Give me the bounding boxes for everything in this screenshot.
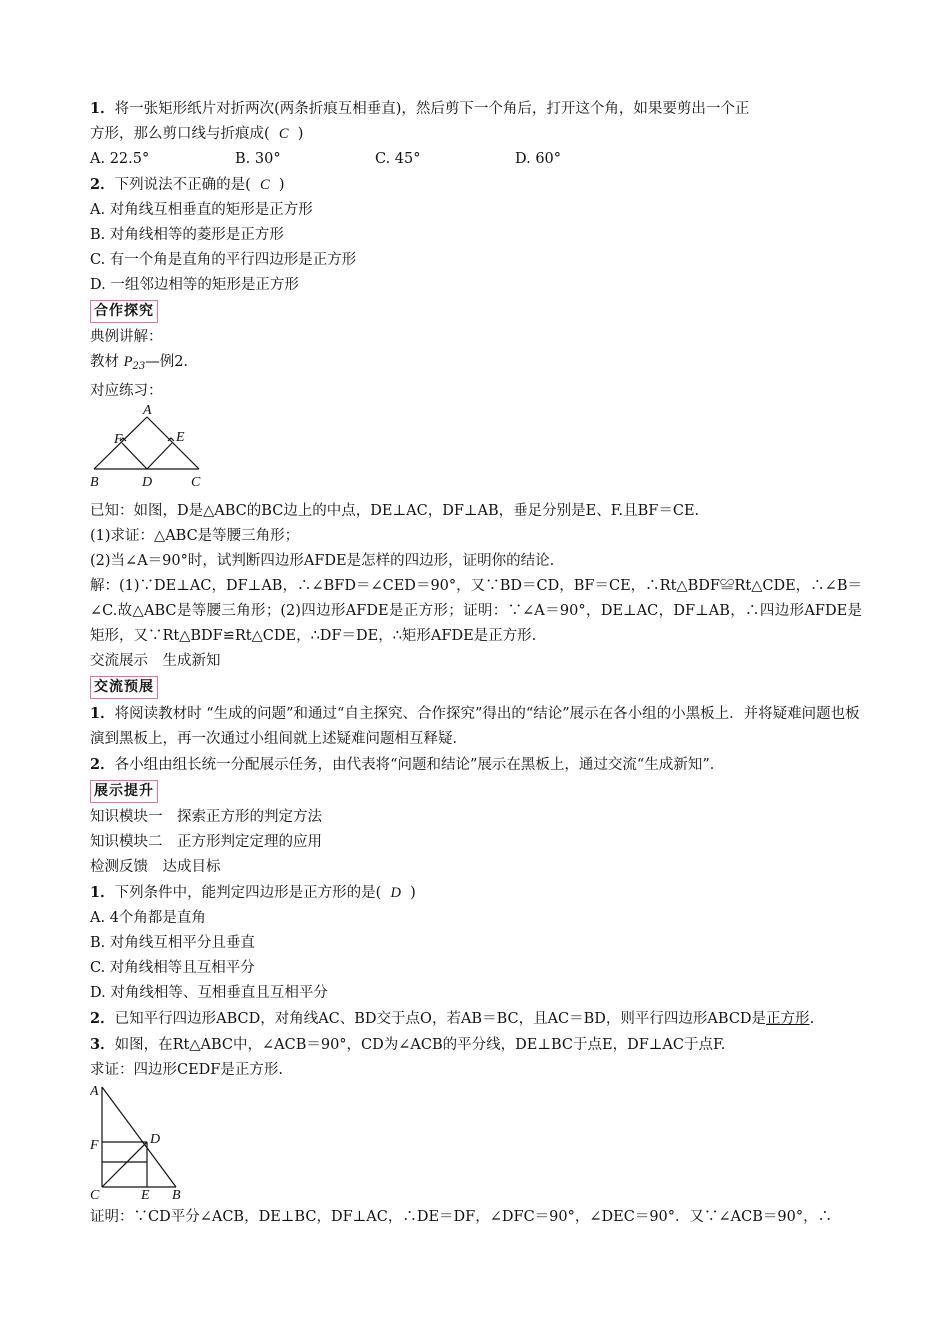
fig2-label-e: E — [141, 1188, 150, 1201]
q1-text-b: 方形，那么剪口线与折痕成( — [90, 126, 270, 142]
section-badge-cooperate: 合作探究 — [90, 300, 158, 323]
q2-answer: C — [259, 177, 270, 193]
triangle-figure-2 — [90, 1083, 200, 1201]
q2-option-d: D. 一组邻边相等的矩形是正方形 — [90, 277, 299, 293]
example-heading: 典例讲解： — [90, 329, 163, 345]
q1-options — [90, 147, 862, 172]
q1-answer: C — [278, 126, 289, 142]
fig2-side-ab — [102, 1087, 176, 1187]
q1-line1 — [90, 96, 862, 122]
t1-close: ) — [410, 885, 416, 901]
q2-text: 下列说法不正确的是( — [114, 177, 251, 193]
fig2-segment-cd — [102, 1142, 147, 1187]
example-ref-a: 教材 — [90, 354, 119, 370]
t1-answer: D — [390, 885, 401, 901]
q1-number: 1． — [90, 100, 115, 117]
q2-option-c: C. 有一个角是直角的平行四边形是正方形 — [90, 252, 357, 268]
t1-line — [90, 880, 862, 906]
fig2-label-d: D — [150, 1132, 161, 1147]
section-badge-show: 展示提升 — [90, 780, 158, 803]
t3-text: 如图，在Rt△ABC中，∠ACB＝90°，CD为∠ACB的平分线，DE⊥BC于点E，DF⊥AC于点F. — [114, 1037, 726, 1053]
fig2-label-f: F — [90, 1138, 99, 1153]
proof-line: 证明：∵CD平分∠ACB，DE⊥BC，DF⊥AC，∴DE＝DF，∠DFC＝90°，∠DEC＝90°．又∵∠ACB＝90°，∴ — [90, 1209, 833, 1225]
fig2-label-a: A — [90, 1084, 99, 1099]
t1-option-d: D. 对角线相等、互相垂直且互相平分 — [90, 985, 328, 1001]
section-badge-row-2 — [90, 674, 862, 701]
fig1-segment-de — [147, 443, 172, 469]
q1-option-d: D. 60° — [515, 151, 562, 167]
fig1-label-a: A — [143, 403, 152, 418]
module-2: 知识模块二 正方形判定定理的应用 — [90, 834, 322, 850]
t3-line — [90, 1032, 862, 1058]
q2-option-b: B. 对角线相等的菱形是正方形 — [90, 227, 284, 243]
section-badge-row — [90, 298, 862, 325]
step-2 — [90, 752, 862, 778]
section-badge-preview: 交流预展 — [90, 676, 158, 699]
example-ref-b: —例2. — [145, 354, 189, 370]
step-2-number: 2． — [90, 756, 115, 773]
problem-part2: (2)当∠A＝90°时，试判断四边形AFDE是怎样的四边形，证明你的结论. — [90, 553, 555, 569]
t1-option-a: A. 4个角都是直角 — [90, 910, 206, 926]
q1-option-c: C. 45° — [375, 151, 421, 167]
t1-option-b: B. 对角线互相平分且垂直 — [90, 935, 255, 951]
q1-option-a: A. 22.5° — [90, 151, 150, 167]
t2-answer: 正方形 — [766, 1011, 810, 1027]
fig2-label-b: B — [172, 1188, 181, 1201]
fig1-label-c: C — [191, 475, 201, 490]
t1-number: 1． — [90, 884, 115, 901]
module-1: 知识模块一 探索正方形的判定方法 — [90, 809, 322, 825]
t1-text: 下列条件中，能判定四边形是正方形的是( — [114, 885, 382, 901]
step-1-text: 将阅读教材时 “生成的问题”和通过“自主探究、合作探究”得出的“结论”展示在各小组的小黑板上．并将疑难问题也板演到黑板上，再一次通过小组间就上述疑难问题相互释疑． — [90, 706, 860, 747]
example-reference — [90, 350, 862, 379]
section-badge-row-3 — [90, 778, 862, 805]
t2-number: 2． — [90, 1010, 115, 1027]
exchange-heading: 交流展示 生成新知 — [90, 653, 221, 669]
triangle-figure-1 — [90, 402, 220, 490]
fig2-label-c: C — [90, 1188, 100, 1201]
practice-heading: 对应练习： — [90, 383, 163, 399]
step-1 — [90, 701, 862, 752]
example-ref-p: P — [123, 354, 133, 370]
q1-line2 — [90, 122, 862, 147]
example-ref-sub: 23 — [132, 361, 146, 372]
worksheet-page — [90, 96, 862, 1230]
q1-option-b: B. 30° — [235, 151, 281, 167]
step-1-number: 1． — [90, 705, 115, 722]
q2-line — [90, 172, 862, 198]
q2-close: ) — [278, 177, 285, 193]
t2-line — [90, 1006, 862, 1032]
step-2-text: 各小组由组长统一分配展示任务，由代表将“问题和结论”展示在黑板上，通过交流“生成新知”． — [114, 757, 725, 773]
fig1-label-d: D — [142, 475, 153, 490]
fig1-label-e: E — [176, 430, 185, 445]
fig1-label-b: B — [90, 475, 99, 490]
q2-option-a: A. 对角线互相垂直的矩形是正方形 — [90, 202, 313, 218]
t3-number: 3． — [90, 1036, 115, 1053]
t2-end: . — [809, 1011, 815, 1027]
problem-given: 已知：如图，D是△ABC的BC边上的中点，DE⊥AC，DF⊥AB，垂足分别是E、F.且BF＝CE. — [90, 503, 700, 519]
q1-close: ) — [297, 126, 304, 142]
q1-text-a: 将一张矩形纸片对折两次(两条折痕互相垂直)，然后剪下一个角后，打开这个角，如果要剪出一个正 — [114, 101, 750, 117]
t1-option-c: C. 对角线相等且互相平分 — [90, 960, 255, 976]
problem-solution: 解：(1)∵DE⊥AC，DF⊥AB，∴∠BFD＝∠CED＝90°，又∵BD＝CD，BF＝CE，∴Rt△BDF≌Rt△CDE，∴∠B＝∠C.故△ABC是等腰三角形；(2)四边形AFDE是正方形；证明：∵∠A＝90°，DE⊥AC，DF⊥AB，∴四边形AFDE是矩形，又∵Rt△BDF≌Rt△CDE，∴DF＝DE，∴矩形AFDE是正方形. — [90, 578, 862, 644]
module-3: 检测反馈 达成目标 — [90, 859, 221, 875]
fig1-label-f: F — [114, 432, 123, 447]
problem-part1: (1)求证：△ABC是等腰三角形； — [90, 528, 300, 544]
fig1-segment-df — [122, 443, 147, 469]
t3-prove: 求证：四边形CEDF是正方形. — [90, 1062, 283, 1078]
t2-text: 已知平行四边形ABCD，对角线AC、BD交于点O，若AB＝BC，且AC＝BD，则平行四边形ABCD是 — [114, 1011, 767, 1027]
q2-number: 2． — [90, 176, 115, 193]
